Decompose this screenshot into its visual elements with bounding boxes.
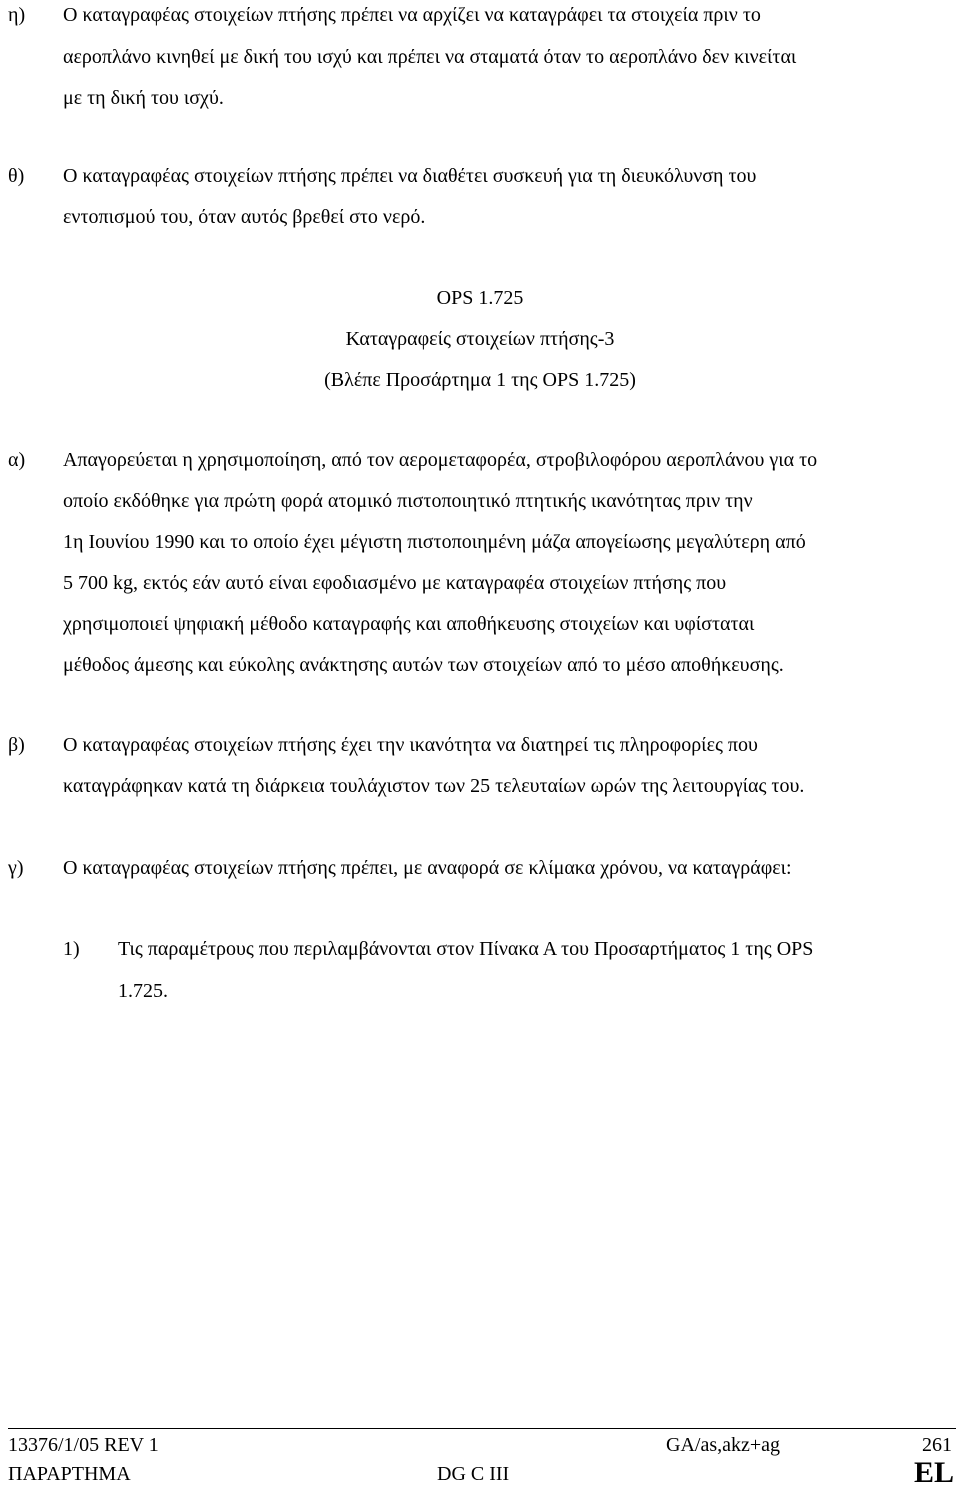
heading-reference: (Βλέπε Προσάρτημα 1 της OPS 1.725): [324, 369, 636, 391]
paragraph-line: Ο καταγραφέας στοιχείων πτήσης πρέπει να αρχίζει να καταγράφει τα στοιχεία πριν το: [63, 4, 761, 26]
paragraph-line: Τις παραμέτρους που περιλαμβάνονται στον Πίνακα Α του Προσαρτήματος 1 της OPS: [118, 938, 814, 960]
paragraph-line: εντοπισμού του, όταν αυτός βρεθεί στο νερό.: [63, 206, 426, 228]
paragraph-line: Ο καταγραφέας στοιχείων πτήσης έχει την ικανότητα να διατηρεί τις πληροφορίες που: [63, 734, 758, 756]
footer-page-number: 261: [922, 1434, 952, 1456]
paragraph-line: 1.725.: [118, 980, 168, 1002]
paragraph-line: Ο καταγραφέας στοιχείων πτήσης πρέπει, με αναφορά σε κλίμακα χρόνου, να καταγράφει:: [63, 857, 792, 879]
footer-dg: DG C III: [437, 1463, 510, 1485]
item-marker: θ): [8, 165, 25, 187]
footer-annex: ΠΑΡΑΡΤΗΜΑ: [8, 1463, 131, 1485]
footer-language-code: EL: [913, 1456, 954, 1489]
paragraph-line: Απαγορεύεται η χρησιμοποίηση, από τον αερομεταφορέα, στροβιλοφόρου αεροπλάνου για το: [63, 449, 818, 471]
footer-divider: [8, 1428, 956, 1429]
item-marker: β): [8, 734, 25, 756]
item-marker: γ): [8, 857, 24, 879]
footer-initials: GA/as,akz+ag: [666, 1434, 781, 1456]
paragraph-line: αεροπλάνο κινηθεί με δική του ισχύ και πρέπει να σταματά όταν το αεροπλάνο δεν κινείται: [63, 46, 797, 68]
item-marker: η): [8, 4, 26, 26]
paragraph-line: χρησιμοποιεί ψηφιακή μέθοδο καταγραφής και αποθήκευσης στοιχείων και υφίσταται: [63, 613, 755, 635]
heading-code: OPS 1.725: [436, 287, 524, 309]
paragraph-line: οποίο εκδόθηκε για πρώτη φορά ατομικό πιστοποιητικό πτητικής ικανότητας πριν την: [63, 490, 753, 512]
paragraph-line: 1η Ιουνίου 1990 και το οποίο έχει μέγιστη πιστοποιημένη μάζα απογείωσης μεγαλύτερη από: [63, 531, 806, 553]
subitem-marker: 1): [63, 938, 80, 960]
paragraph-line: 5 700 kg, εκτός εάν αυτό είναι εφοδιασμένο με καταγραφέα στοιχείων πτήσης που: [63, 572, 727, 594]
heading-title: Καταγραφείς στοιχείων πτήσης-3: [345, 328, 615, 350]
paragraph-line: μέθοδος άμεσης και εύκολης ανάκτησης αυτών των στοιχείων από το μέσο αποθήκευσης.: [63, 654, 784, 676]
item-marker: α): [8, 449, 26, 471]
paragraph-line: Ο καταγραφέας στοιχείων πτήσης πρέπει να διαθέτει συσκευή για τη διευκόλυνση του: [63, 165, 757, 187]
paragraph-line: με τη δική του ισχύ.: [63, 87, 224, 109]
paragraph-line: καταγράφηκαν κατά τη διάρκεια τουλάχιστον των 25 τελευταίων ωρών της λειτουργίας του.: [63, 775, 805, 797]
footer-doc-ref: 13376/1/05 REV 1: [8, 1434, 159, 1456]
